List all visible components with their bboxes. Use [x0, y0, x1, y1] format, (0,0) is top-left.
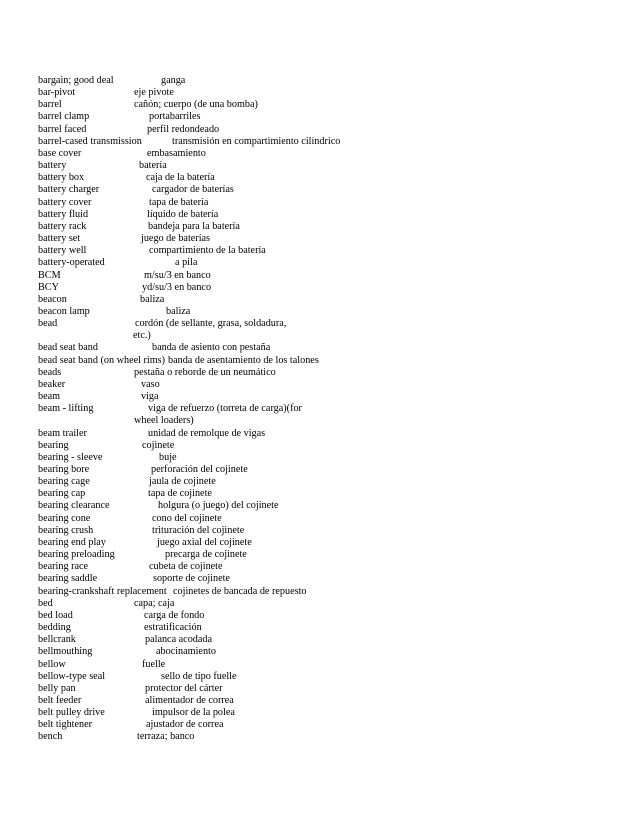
entry-definition: cono del cojinete	[152, 512, 222, 524]
entry-term: bedding	[38, 622, 71, 634]
entry-definition: cordón (de sellante, grasa, soldadura,	[135, 318, 287, 330]
entry-term: bead seat band (on wheel rims)	[38, 354, 166, 366]
glossary-entry	[38, 270, 618, 282]
entry-term: battery set	[38, 233, 81, 245]
entry-definition: cañón; cuerpo (de una bomba)	[134, 99, 258, 111]
entry-definition: palanca acodada	[145, 634, 213, 646]
glossary-entry	[38, 342, 618, 354]
entry-definition: jaula de cojinete	[149, 476, 216, 488]
entry-term: bearing cap	[38, 488, 86, 500]
entry-definition: buje	[159, 451, 177, 463]
glossary-entry	[38, 99, 618, 111]
entry-term: bearing bore	[38, 464, 90, 475]
glossary-entry	[38, 549, 618, 561]
entry-term: battery well	[38, 245, 87, 257]
entry-term: beacon lamp	[38, 305, 90, 317]
entry-term: bearing crush	[38, 524, 94, 536]
entry-term: bead	[38, 318, 58, 330]
entry-term: bearing cage	[38, 476, 90, 488]
entry-definition: viga	[141, 391, 159, 403]
entry-definition: pestaña o reborde de un neumático	[134, 366, 276, 378]
entry-term: bead seat band	[38, 342, 98, 354]
glossary-entry	[38, 525, 618, 537]
glossary-entry	[38, 428, 618, 440]
glossary-entry	[38, 160, 618, 172]
entry-definition: protector del cárter	[145, 682, 223, 694]
glossary-entry	[38, 330, 618, 342]
entry-definition: perforación del cojinete	[151, 464, 248, 475]
glossary-entry	[38, 367, 618, 379]
entry-term: bed load	[38, 609, 73, 621]
glossary-entry	[38, 452, 618, 464]
glossary-entry	[38, 75, 618, 87]
entry-term: bargain; good deal	[38, 75, 114, 86]
entry-term: barrel-cased transmission	[38, 135, 142, 147]
entry-definition: transmisión en compartimiento cilíndrico	[172, 135, 341, 147]
entry-definition: precarga de cojinete	[165, 549, 247, 561]
entry-term: bellmouthing	[38, 646, 93, 658]
glossary-entry	[38, 197, 618, 209]
entry-term: belt feeder	[38, 694, 82, 706]
glossary-entry	[38, 294, 618, 306]
entry-definition: cojinete	[142, 439, 175, 451]
glossary-entry	[38, 634, 618, 646]
entry-definition: juego de baterías	[141, 233, 211, 245]
glossary-entry	[38, 111, 618, 123]
glossary-entry	[38, 707, 618, 719]
glossary-entry	[38, 500, 618, 512]
glossary-entries	[38, 75, 618, 744]
entry-definition: yd/su/3 en banco	[142, 281, 212, 293]
entry-definition: ajustador de correa	[146, 719, 224, 731]
entry-definition: bandeja para la batería	[148, 220, 240, 232]
entry-definition: caja de la batería	[146, 172, 215, 184]
entry-definition: wheel loaders)	[134, 415, 194, 427]
entry-term: bearing-crankshaft replacement	[38, 585, 167, 597]
glossary-entry	[38, 537, 618, 549]
entry-definition: eje pivote	[134, 87, 174, 99]
glossary-entry	[38, 221, 618, 233]
entry-definition: tapa de batería	[149, 196, 209, 208]
glossary-entry	[38, 464, 618, 476]
entry-term: bearing clearance	[38, 500, 110, 512]
entry-term: base cover	[38, 147, 82, 159]
entry-definition: sello de tipo fuelle	[161, 670, 237, 682]
entry-term: bellow-type seal	[38, 670, 106, 682]
glossary-entry	[38, 440, 618, 452]
glossary-entry	[38, 573, 618, 585]
glossary-entry	[38, 513, 618, 525]
entry-term: bearing race	[38, 561, 89, 573]
entry-definition: batería	[139, 160, 167, 172]
entry-term: battery box	[38, 172, 85, 184]
entry-definition: compartimiento de la batería	[149, 245, 266, 257]
entry-definition: terraza; banco	[137, 731, 195, 743]
glossary-entry	[38, 245, 618, 257]
entry-term: belt pulley drive	[38, 707, 105, 719]
entry-term: belly pan	[38, 682, 76, 694]
entry-definition: impulsor de la polea	[152, 707, 235, 719]
entry-definition: cojinetes de bancada de repuesto	[173, 585, 307, 597]
entry-term: beacon	[38, 293, 67, 305]
entry-term: battery	[38, 160, 67, 172]
entry-definition: soporte de cojinete	[153, 573, 230, 585]
glossary-entry	[38, 719, 618, 731]
entry-term: bellow	[38, 658, 66, 670]
entry-definition: a pila	[175, 257, 198, 269]
glossary-entry	[38, 695, 618, 707]
entry-term: beam - lifting	[38, 403, 94, 415]
entry-term: bed	[38, 597, 53, 609]
entry-definition: líquido de batería	[147, 208, 219, 220]
entry-term: battery charger	[38, 184, 100, 196]
glossary-entry	[38, 124, 618, 136]
entry-term: beam trailer	[38, 427, 87, 439]
glossary-entry	[38, 476, 618, 488]
glossary-entry	[38, 87, 618, 99]
glossary-entry	[38, 184, 618, 196]
glossary-entry	[38, 403, 618, 415]
entry-term: battery cover	[38, 196, 92, 208]
entry-term: bearing	[38, 439, 69, 451]
glossary-entry	[38, 598, 618, 610]
entry-definition: alimentador de correa	[145, 694, 234, 706]
glossary-entry	[38, 488, 618, 500]
entry-definition: banda de asentamiento de los talones	[168, 354, 319, 366]
entry-definition: carga de fondo	[144, 609, 205, 621]
entry-term: bearing - sleeve	[38, 451, 103, 463]
entry-definition: embasamiento	[147, 147, 206, 159]
glossary-entry	[38, 209, 618, 221]
glossary-entry	[38, 561, 618, 573]
entry-term: beam	[38, 391, 61, 403]
entry-definition: portabarriles	[149, 111, 201, 123]
entry-definition: tapa de cojinete	[148, 488, 212, 500]
entry-definition: capa; caja	[134, 597, 175, 609]
entry-definition: m/su/3 en banco	[144, 269, 211, 281]
glossary-entry	[38, 306, 618, 318]
glossary-entry	[38, 646, 618, 658]
entry-term: barrel	[38, 99, 62, 111]
entry-term: beaker	[38, 378, 66, 390]
glossary-entry	[38, 586, 618, 598]
entry-definition: ganga	[161, 75, 186, 86]
entry-term: BCY	[38, 281, 59, 293]
entry-definition: cargador de baterías	[152, 184, 234, 196]
entry-definition: vaso	[141, 378, 160, 390]
entry-definition: juego axial del cojinete	[157, 536, 252, 548]
glossary-entry	[38, 379, 618, 391]
entry-term: BCM	[38, 269, 61, 281]
glossary-entry	[38, 731, 618, 743]
glossary-entry	[38, 659, 618, 671]
entry-term: beads	[38, 366, 62, 378]
entry-term: barrel clamp	[38, 111, 90, 123]
glossary-entry	[38, 671, 618, 683]
entry-term: bench	[38, 731, 63, 743]
glossary-entry	[38, 257, 618, 269]
entry-definition: baliza	[140, 293, 165, 305]
glossary-entry	[38, 282, 618, 294]
entry-definition: holgura (o juego) del cojinete	[158, 500, 279, 512]
entry-definition: unidad de remolque de vigas	[148, 427, 266, 439]
entry-term: battery fluid	[38, 208, 89, 220]
entry-term: battery rack	[38, 220, 87, 232]
entry-term: bearing saddle	[38, 573, 98, 585]
entry-definition: banda de asiento con pestaña	[152, 342, 271, 354]
entry-term: barrel faced	[38, 123, 87, 135]
glossary-entry	[38, 622, 618, 634]
glossary-entry	[38, 136, 618, 148]
glossary-entry	[38, 148, 618, 160]
entry-term: bellcrank	[38, 634, 76, 646]
glossary-entry	[38, 610, 618, 622]
glossary-entry	[38, 415, 618, 427]
glossary-entry	[38, 391, 618, 403]
glossary-entry	[38, 172, 618, 184]
entry-definition: perfil redondeado	[147, 123, 220, 135]
entry-definition: estratificación	[144, 622, 202, 634]
glossary-entry	[38, 683, 618, 695]
entry-term: bearing cone	[38, 512, 91, 524]
entry-definition: etc.)	[133, 330, 151, 342]
entry-term: bearing preloading	[38, 549, 115, 561]
entry-term: bar-pivot	[38, 87, 76, 99]
entry-term: bearing end play	[38, 536, 106, 548]
glossary-entry	[38, 355, 618, 367]
entry-definition: baliza	[166, 305, 191, 317]
glossary-entry	[38, 233, 618, 245]
entry-definition: fuelle	[142, 658, 166, 670]
entry-definition: trituración del cojinete	[152, 524, 245, 536]
entry-definition: abocinamiento	[156, 646, 216, 658]
glossary-entry	[38, 318, 618, 330]
entry-term: belt tightener	[38, 719, 93, 731]
entry-definition: cubeta de cojinete	[149, 561, 223, 573]
entry-definition: viga de refuerzo (torreta de carga)(for	[148, 403, 302, 415]
entry-term: battery-operated	[38, 257, 105, 269]
